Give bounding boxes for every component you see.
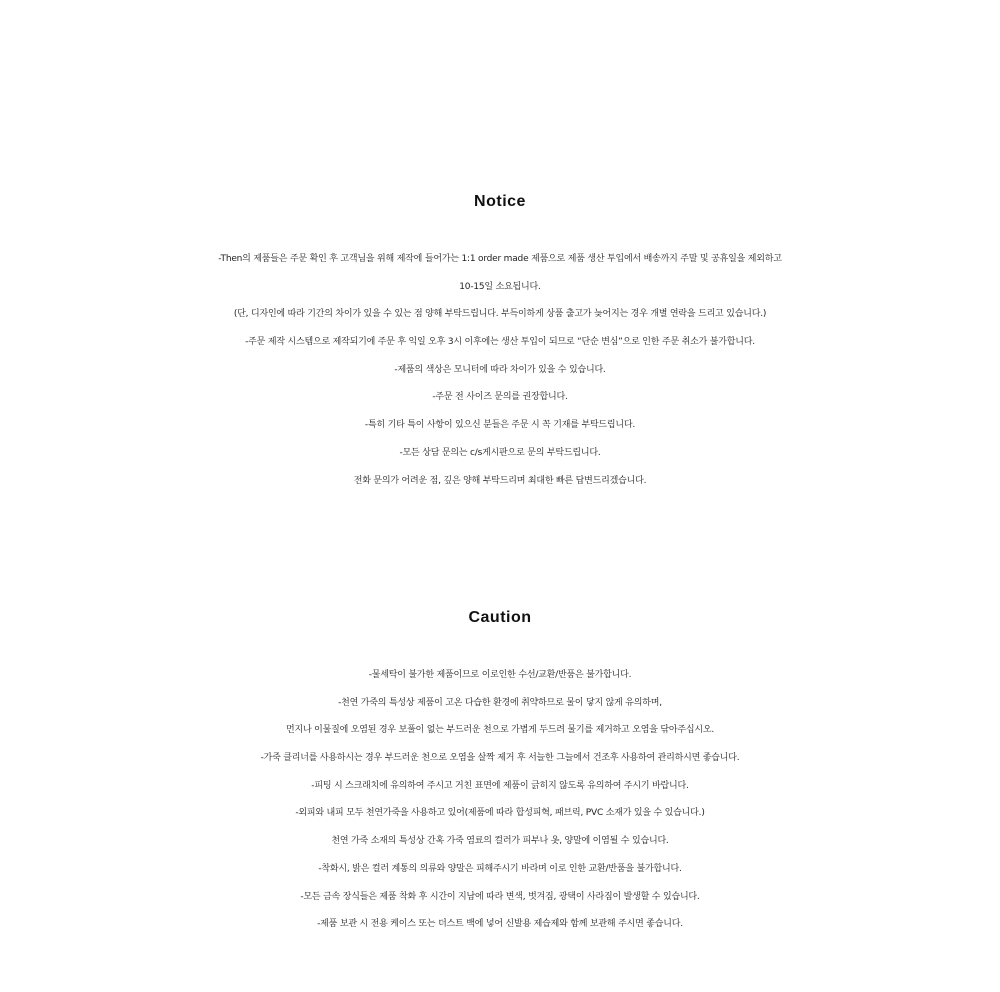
caution-line: 천연 가죽 소재의 특성상 간혹 가죽 염료의 컬러가 피부나 옷, 양말에 이염될 수 있습니다. [331, 836, 669, 847]
caution-section [0, 606, 1000, 939]
notice-line: -모든 상담 문의는 c/s게시판으로 문의 부탁드립니다. [399, 447, 601, 458]
notice-line: 10-15일 소요됩니다. [459, 281, 541, 292]
caution-line: -착화시, 밝은 컬러 계통의 의류와 양말은 피해주시기 바라며 이로 인한 교환/반품을 불가합니다. [318, 863, 682, 874]
notice-line: -주문 제작 시스템으로 제작되기에 주문 후 익일 오후 3시 이후에는 생산 투입이 되므로 “단순 변심”으로 인한 주문 취소가 불가합니다. [245, 337, 755, 348]
notice-line: -Then의 제품들은 주문 확인 후 고객님을 위해 제작에 들어가는 1:1 order made 제품으로 제품 생산 투입에서 배송까지 주말 및 공휴일을 제외하고 [218, 254, 782, 264]
notice-line: -특히 기타 특이 사항이 있으신 분들은 주문 시 꼭 기재를 부탁드립니다. [364, 420, 636, 431]
notice-title: Notice [474, 193, 526, 210]
caution-line: -천연 가죽의 특성상 제품이 고온 다습한 환경에 취약하므로 물이 닿지 않게 유의하며, [338, 697, 662, 708]
caution-list [0, 662, 1000, 939]
caution-line: 먼지나 이물질에 오염된 경우 보풀이 없는 부드러운 천으로 가볍게 두드려 물기를 제거하고 오염을 닦아주십시오. [286, 725, 714, 736]
notice-section [0, 190, 1000, 495]
caution-title: Caution [468, 609, 532, 626]
caution-line: -가죽 클리너를 사용하시는 경우 부드러운 천으로 오염을 살짝 제거 후 서늘한 그늘에서 건조후 사용하여 관리하시면 좋습니다. [260, 753, 740, 764]
notice-line: -주문 전 사이즈 문의를 권장합니다. [432, 392, 568, 403]
notice-line: 전화 문의가 어려운 점, 깊은 양해 부탁드리며 최대한 빠른 답변드리겠습니다. [353, 475, 647, 486]
caution-line: -물세탁이 불가한 제품이므로 이로인한 수선/교환/반품은 불가합니다. [368, 670, 632, 680]
notice-list [0, 246, 1000, 495]
caution-line: -외피와 내피 모두 천연가죽을 사용하고 있어(제품에 따라 합성피혁, 패브릭, PVC 소재가 있을 수 있습니다.) [295, 808, 705, 819]
caution-line: -모든 금속 장식들은 제품 착화 후 시간이 지남에 따라 변색, 벗겨짐, 광택이 사라짐이 발생할 수 있습니다. [300, 891, 700, 902]
caution-line: -제품 보관 시 전용 케이스 또는 더스트 백에 넣어 신발용 제습제와 함께 보관해 주시면 좋습니다. [317, 919, 683, 930]
notice-line: -제품의 색상은 모니터에 따라 차이가 있을 수 있습니다. [394, 364, 606, 375]
caution-line: -피팅 시 스크래치에 유의하여 주시고 거친 표면에 제품이 긁히지 않도록 유의하여 주시기 바랍니다. [311, 780, 689, 791]
notice-line: (단, 디자인에 따라 기간의 차이가 있을 수 있는 점 양해 부탁드립니다. 부득이하게 상품 출고가 늦어지는 경우 개별 연락을 드리고 있습니다.) [233, 309, 767, 320]
